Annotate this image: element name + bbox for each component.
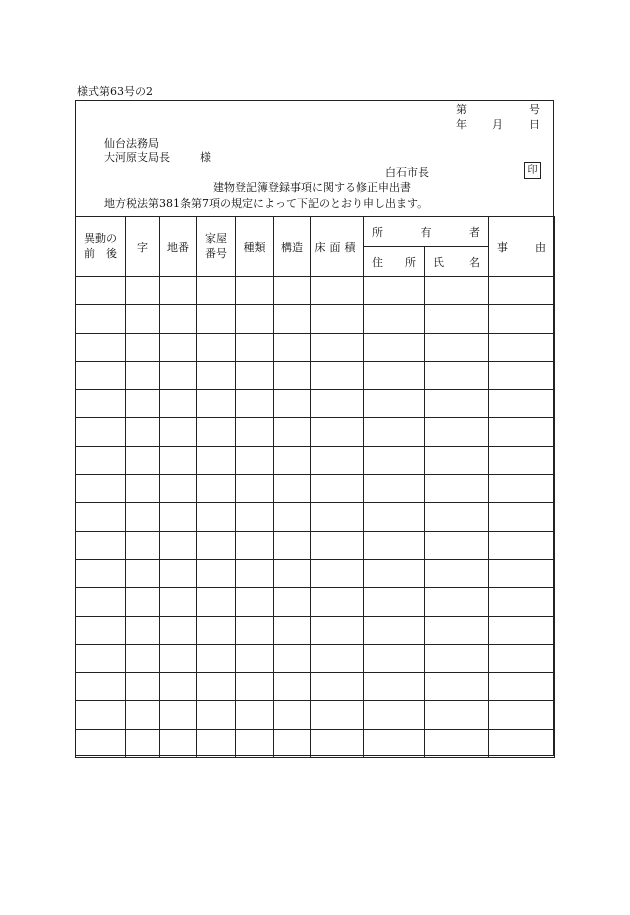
table-cell[interactable] bbox=[236, 644, 274, 672]
table-cell[interactable] bbox=[489, 701, 555, 729]
table-cell[interactable] bbox=[311, 333, 364, 361]
table-cell[interactable] bbox=[489, 531, 555, 559]
form-number: 様式第63号の2 bbox=[77, 85, 153, 98]
date-year-label: 年 bbox=[456, 118, 467, 131]
table-cell[interactable] bbox=[76, 446, 126, 474]
table-cell[interactable] bbox=[425, 616, 489, 644]
table-cell[interactable] bbox=[311, 588, 364, 616]
header-shurui: 種類 bbox=[236, 217, 274, 277]
table-cell[interactable] bbox=[126, 361, 160, 389]
table-cell[interactable] bbox=[489, 390, 555, 418]
table-cell[interactable] bbox=[489, 475, 555, 503]
table-cell[interactable] bbox=[236, 729, 274, 757]
table-cell[interactable] bbox=[160, 418, 197, 446]
table-cell[interactable] bbox=[425, 305, 489, 333]
table-cell[interactable] bbox=[274, 531, 311, 559]
table-cell[interactable] bbox=[274, 588, 311, 616]
table-cell[interactable] bbox=[126, 644, 160, 672]
table-cell[interactable] bbox=[489, 361, 555, 389]
seal-icon: 印 bbox=[524, 162, 541, 179]
table-cell[interactable] bbox=[160, 673, 197, 701]
table-cell[interactable] bbox=[489, 673, 555, 701]
table-cell[interactable] bbox=[236, 559, 274, 587]
table-cell[interactable] bbox=[236, 333, 274, 361]
table-cell[interactable] bbox=[160, 531, 197, 559]
table-cell[interactable] bbox=[126, 418, 160, 446]
table-cell[interactable] bbox=[197, 418, 236, 446]
table-cell[interactable] bbox=[274, 559, 311, 587]
statement: 地方税法第381条第7項の規定によって下記のとおり申し出ます。 bbox=[104, 197, 429, 210]
table-cell[interactable] bbox=[197, 729, 236, 757]
table-cell[interactable] bbox=[489, 616, 555, 644]
table-cell[interactable] bbox=[364, 531, 425, 559]
table-cell[interactable] bbox=[160, 390, 197, 418]
table-row bbox=[76, 644, 555, 672]
table-row bbox=[76, 531, 555, 559]
table-cell[interactable] bbox=[311, 361, 364, 389]
table-cell[interactable] bbox=[311, 559, 364, 587]
header-shimei-1: 氏 bbox=[433, 255, 444, 269]
table-cell[interactable] bbox=[489, 503, 555, 531]
sender: 白石市長 bbox=[385, 166, 429, 179]
table-cell[interactable] bbox=[425, 446, 489, 474]
table-cell[interactable] bbox=[425, 559, 489, 587]
table-cell[interactable] bbox=[364, 588, 425, 616]
table-cell[interactable] bbox=[236, 475, 274, 503]
table-cell[interactable] bbox=[197, 644, 236, 672]
table-cell[interactable] bbox=[311, 475, 364, 503]
header-jiyu-2: 由 bbox=[535, 240, 546, 254]
table-cell[interactable] bbox=[425, 729, 489, 757]
table-cell[interactable] bbox=[489, 588, 555, 616]
addressee-line1: 仙台法務局 bbox=[104, 137, 159, 150]
table-cell[interactable] bbox=[76, 673, 126, 701]
table-cell[interactable] bbox=[364, 418, 425, 446]
table-cell[interactable] bbox=[126, 701, 160, 729]
table-cell[interactable] bbox=[160, 616, 197, 644]
table-cell[interactable] bbox=[76, 729, 126, 757]
table-cell[interactable] bbox=[197, 361, 236, 389]
table-cell[interactable] bbox=[489, 277, 555, 305]
table-cell[interactable] bbox=[160, 475, 197, 503]
table-cell[interactable] bbox=[76, 531, 126, 559]
table-cell[interactable] bbox=[126, 503, 160, 531]
table-cell[interactable] bbox=[76, 475, 126, 503]
header-jiyu bbox=[489, 217, 555, 277]
table-row bbox=[76, 277, 555, 305]
table-cell[interactable] bbox=[197, 277, 236, 305]
table-cell[interactable] bbox=[425, 475, 489, 503]
header-jusho-2: 所 bbox=[405, 255, 416, 269]
table-cell[interactable] bbox=[126, 616, 160, 644]
table-cell[interactable] bbox=[76, 333, 126, 361]
table-cell[interactable] bbox=[197, 390, 236, 418]
table-cell[interactable] bbox=[236, 531, 274, 559]
table-cell[interactable] bbox=[160, 588, 197, 616]
table-cell[interactable] bbox=[197, 701, 236, 729]
table-cell[interactable] bbox=[364, 729, 425, 757]
table-cell[interactable] bbox=[311, 673, 364, 701]
table-row bbox=[76, 418, 555, 446]
table-cell[interactable] bbox=[364, 503, 425, 531]
table-cell[interactable] bbox=[425, 701, 489, 729]
table-cell[interactable] bbox=[197, 305, 236, 333]
table-cell[interactable] bbox=[197, 616, 236, 644]
table-cell[interactable] bbox=[489, 446, 555, 474]
header-kaoku-bango bbox=[197, 217, 236, 277]
table-cell[interactable] bbox=[126, 475, 160, 503]
table-row bbox=[76, 616, 555, 644]
table-cell[interactable] bbox=[274, 446, 311, 474]
table-cell[interactable] bbox=[489, 333, 555, 361]
table-cell[interactable] bbox=[126, 390, 160, 418]
table-cell[interactable] bbox=[236, 446, 274, 474]
table-row bbox=[76, 588, 555, 616]
table-cell[interactable] bbox=[489, 729, 555, 757]
table-cell[interactable] bbox=[236, 701, 274, 729]
table-cell[interactable] bbox=[274, 475, 311, 503]
table-cell[interactable] bbox=[364, 333, 425, 361]
table-cell[interactable] bbox=[197, 588, 236, 616]
table-cell[interactable] bbox=[160, 559, 197, 587]
table-cell[interactable] bbox=[311, 503, 364, 531]
table-cell[interactable] bbox=[425, 333, 489, 361]
honorific: 様 bbox=[200, 151, 211, 164]
table-row bbox=[76, 446, 555, 474]
table-cell[interactable] bbox=[76, 644, 126, 672]
table-cell[interactable] bbox=[364, 616, 425, 644]
table-cell[interactable] bbox=[425, 644, 489, 672]
table-cell[interactable] bbox=[126, 333, 160, 361]
header-chiban: 地番 bbox=[160, 217, 197, 277]
table-cell[interactable] bbox=[160, 446, 197, 474]
table-cell[interactable] bbox=[364, 701, 425, 729]
table-cell[interactable] bbox=[236, 390, 274, 418]
table-cell[interactable] bbox=[76, 305, 126, 333]
table-cell[interactable] bbox=[364, 475, 425, 503]
table-cell[interactable] bbox=[364, 277, 425, 305]
record-table bbox=[75, 216, 554, 758]
table-cell[interactable] bbox=[160, 333, 197, 361]
header-shoyusha-3: 者 bbox=[469, 225, 480, 239]
table-cell[interactable] bbox=[364, 361, 425, 389]
table-cell[interactable] bbox=[236, 361, 274, 389]
table-cell[interactable] bbox=[311, 701, 364, 729]
table-cell[interactable] bbox=[76, 390, 126, 418]
table-cell[interactable] bbox=[311, 729, 364, 757]
table-cell[interactable] bbox=[197, 531, 236, 559]
table-cell[interactable] bbox=[489, 559, 555, 587]
table-row bbox=[76, 390, 555, 418]
number-prefix: 第 bbox=[456, 103, 467, 116]
table-cell[interactable] bbox=[126, 559, 160, 587]
header-kaoku-line2: 番号 bbox=[205, 246, 227, 260]
table-cell[interactable] bbox=[311, 446, 364, 474]
number-suffix: 号 bbox=[529, 103, 540, 116]
table-cell[interactable] bbox=[311, 644, 364, 672]
header-yukamenseki: 床面積 bbox=[311, 217, 364, 277]
table-cell[interactable] bbox=[236, 305, 274, 333]
table-cell[interactable] bbox=[425, 418, 489, 446]
table-cell[interactable] bbox=[160, 277, 197, 305]
table-cell[interactable] bbox=[126, 305, 160, 333]
table-cell[interactable] bbox=[160, 503, 197, 531]
header-jusho-1: 住 bbox=[372, 255, 383, 269]
table-cell[interactable] bbox=[311, 277, 364, 305]
table-cell[interactable] bbox=[76, 588, 126, 616]
table-cell[interactable] bbox=[197, 503, 236, 531]
table-cell[interactable] bbox=[311, 305, 364, 333]
addressee-line2: 大河原支局長 bbox=[104, 151, 170, 164]
table-cell[interactable] bbox=[364, 559, 425, 587]
table-cell[interactable] bbox=[126, 729, 160, 757]
table-cell[interactable] bbox=[489, 644, 555, 672]
table-cell[interactable] bbox=[274, 616, 311, 644]
table-cell[interactable] bbox=[274, 673, 311, 701]
table-cell[interactable] bbox=[311, 616, 364, 644]
table-cell[interactable] bbox=[76, 559, 126, 587]
table-cell[interactable] bbox=[197, 673, 236, 701]
table-cell[interactable] bbox=[126, 673, 160, 701]
table-cell[interactable] bbox=[76, 361, 126, 389]
table-cell[interactable] bbox=[236, 277, 274, 305]
table-cell[interactable] bbox=[425, 390, 489, 418]
table-cell[interactable] bbox=[425, 588, 489, 616]
header-jusho bbox=[364, 247, 425, 277]
table-cell[interactable] bbox=[274, 701, 311, 729]
table-row bbox=[76, 729, 555, 757]
table-cell[interactable] bbox=[126, 531, 160, 559]
table-cell[interactable] bbox=[274, 333, 311, 361]
table-cell[interactable] bbox=[76, 418, 126, 446]
date-month-label: 月 bbox=[492, 118, 503, 131]
table-cell[interactable] bbox=[364, 390, 425, 418]
table-cell[interactable] bbox=[274, 305, 311, 333]
table-cell[interactable] bbox=[160, 305, 197, 333]
table-cell[interactable] bbox=[274, 277, 311, 305]
table-cell[interactable] bbox=[311, 418, 364, 446]
table-cell[interactable] bbox=[364, 673, 425, 701]
table-cell[interactable] bbox=[236, 673, 274, 701]
table-cell[interactable] bbox=[274, 729, 311, 757]
table-cell[interactable] bbox=[236, 418, 274, 446]
table-cell[interactable] bbox=[236, 503, 274, 531]
table-row bbox=[76, 361, 555, 389]
table-cell[interactable] bbox=[274, 503, 311, 531]
date-day-label: 日 bbox=[529, 118, 540, 131]
table-row bbox=[76, 475, 555, 503]
table-cell[interactable] bbox=[425, 673, 489, 701]
document-title: 建物登記簿登録事項に関する修正申出書 bbox=[213, 181, 411, 194]
table-row bbox=[76, 559, 555, 587]
table-cell[interactable] bbox=[311, 390, 364, 418]
header-kouzou: 構造 bbox=[274, 217, 311, 277]
table-row bbox=[76, 503, 555, 531]
header-shimei bbox=[425, 247, 489, 277]
header-shimei-2: 名 bbox=[469, 255, 480, 269]
table-cell[interactable] bbox=[236, 588, 274, 616]
table-row bbox=[76, 305, 555, 333]
header-idou bbox=[76, 217, 126, 277]
table-cell[interactable] bbox=[489, 305, 555, 333]
table-cell[interactable] bbox=[274, 390, 311, 418]
table-cell[interactable] bbox=[425, 531, 489, 559]
table-cell[interactable] bbox=[76, 503, 126, 531]
table-cell[interactable] bbox=[364, 305, 425, 333]
table-cell[interactable] bbox=[364, 446, 425, 474]
table-cell[interactable] bbox=[160, 729, 197, 757]
table-cell[interactable] bbox=[274, 644, 311, 672]
table-cell[interactable] bbox=[126, 277, 160, 305]
header-aza: 字 bbox=[126, 217, 160, 277]
header-shoyusha bbox=[364, 217, 489, 247]
table-cell[interactable] bbox=[425, 503, 489, 531]
table-cell[interactable] bbox=[197, 446, 236, 474]
header-kaoku-line1: 家屋 bbox=[205, 232, 227, 246]
header-shoyusha-2: 有 bbox=[420, 225, 432, 239]
table-cell[interactable] bbox=[274, 418, 311, 446]
table-cell[interactable] bbox=[425, 361, 489, 389]
table-cell[interactable] bbox=[236, 616, 274, 644]
table-cell[interactable] bbox=[160, 644, 197, 672]
table-cell[interactable] bbox=[489, 418, 555, 446]
table-cell[interactable] bbox=[197, 475, 236, 503]
table-cell[interactable] bbox=[76, 701, 126, 729]
table-cell[interactable] bbox=[197, 559, 236, 587]
header-shoyusha-1: 所 bbox=[372, 225, 383, 239]
header-idou-line2: 前 後 bbox=[84, 246, 117, 260]
table-row bbox=[76, 673, 555, 701]
table-cell[interactable] bbox=[126, 446, 160, 474]
table-cell[interactable] bbox=[76, 277, 126, 305]
header-jiyu-1: 事 bbox=[497, 240, 508, 254]
table-cell[interactable] bbox=[76, 616, 126, 644]
table-cell[interactable] bbox=[160, 701, 197, 729]
table-cell[interactable] bbox=[311, 531, 364, 559]
table-row bbox=[76, 333, 555, 361]
table-cell[interactable] bbox=[126, 588, 160, 616]
header-idou-line1: 異動の bbox=[84, 232, 117, 246]
table-cell[interactable] bbox=[425, 277, 489, 305]
table-cell[interactable] bbox=[274, 361, 311, 389]
table-cell[interactable] bbox=[160, 361, 197, 389]
table-cell[interactable] bbox=[197, 333, 236, 361]
table-cell[interactable] bbox=[364, 644, 425, 672]
table-row bbox=[76, 701, 555, 729]
